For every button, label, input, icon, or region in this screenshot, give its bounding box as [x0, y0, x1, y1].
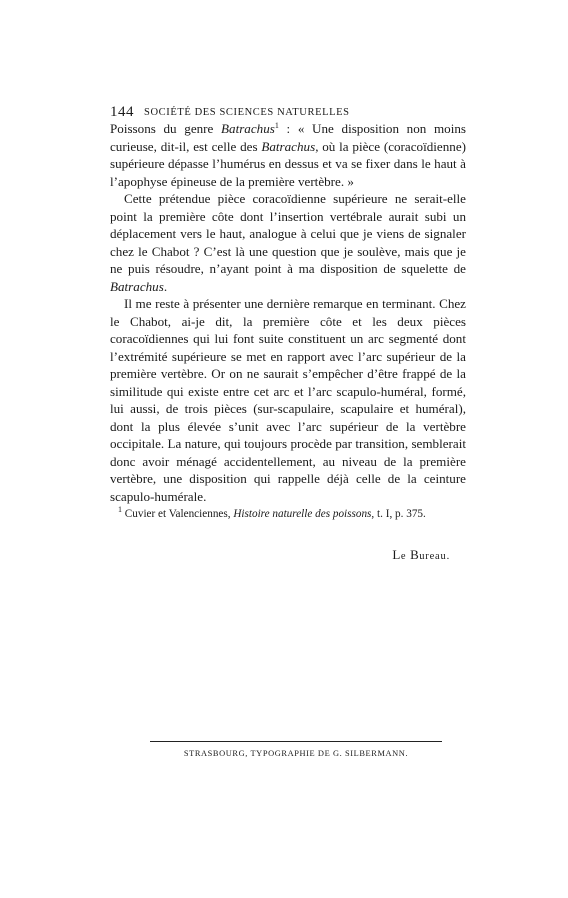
printer-colophon: STRASBOURG, TYPOGRAPHIE DE G. SILBERMANN. — [183, 749, 409, 758]
page-number: 144 — [110, 104, 134, 120]
signature-initial-1: L — [392, 547, 401, 562]
footnote-text-a: Cuvier et Valenciennes, — [122, 508, 234, 520]
colophon-rule — [150, 741, 442, 742]
running-head: SOCIÉTÉ DES SCIENCES NATURELLES — [144, 107, 350, 118]
signature-initial-2: B — [410, 547, 420, 562]
paragraph-1 — [110, 120, 466, 190]
signature — [392, 547, 450, 563]
footnote-text-b: , t. I, p. 375. — [371, 508, 426, 520]
footnote-mark: 1 — [118, 505, 122, 514]
paragraph-2 — [110, 190, 466, 295]
footnote — [118, 507, 468, 521]
footnote-book-title: Histoire naturelle des poissons — [233, 508, 372, 520]
paragraph-1-text-a: Poissons du genre — [110, 121, 222, 136]
footnote-reference: 1 — [274, 121, 279, 130]
paragraph-3: Il me reste à présenter une dernière remarque en terminant. Chez le Chabot, ai-je dit, la première côte et les deux pièces coracoïdiennes qui lui font suite constituent un arc segmenté dont l’extrémité supérieure se met en rapport avec l’arc supérieur de la première vertèbre. Or on ne saurait s’empêcher d’être frappé de la similitude qui existe entre cet arc et l’arc scapulo-huméral, formé, lui aussi, de trois pièces (sur-scapulaire, scapulaire et huméral), dont la plus élevée s’unit avec l’arc supérieur de la vertèbre occipitale. La nature, qui toujours procède par transition, semblerait donc avoir ménagé accidentellement, au niveau de la première vertèbre, une disposition qui rappelle déjà celle de la ceinture scapulo-humérale. — [110, 296, 466, 504]
paragraph-1-text-b: : « Une disposition non moins curieuse, dit-il, est celle des — [110, 121, 466, 154]
paragraph-1-text-c: , où la pièce (coracoïdienne) supérieure dépasse l’humérus en dessus et va se fixer dans le haut à l’apophyse épineuse de la première vertèbre. » — [110, 138, 466, 189]
taxon-name: Batrachus — [261, 138, 316, 154]
paragraph-2-text-b: . — [163, 278, 168, 294]
body-text — [110, 120, 466, 505]
taxon-name: Batrachus — [221, 121, 275, 136]
signature-rest-1: e — [400, 551, 407, 562]
taxon-name: Batrachus — [110, 278, 164, 294]
signature-rest-2: ureau. — [419, 551, 450, 562]
paragraph-2-text-a: Cette prétendue pièce coracoïdienne supérieure ne serait-elle point la première côte dont l’insertion vertébrale aurait subi un déplacement vers le haut, analogue à celui que je viens de signaler chez le Chabot ? C’est là une question que je soulève, mais que je ne puis résoudre, n’ayant point à ma disposition de squelette de — [110, 191, 466, 276]
